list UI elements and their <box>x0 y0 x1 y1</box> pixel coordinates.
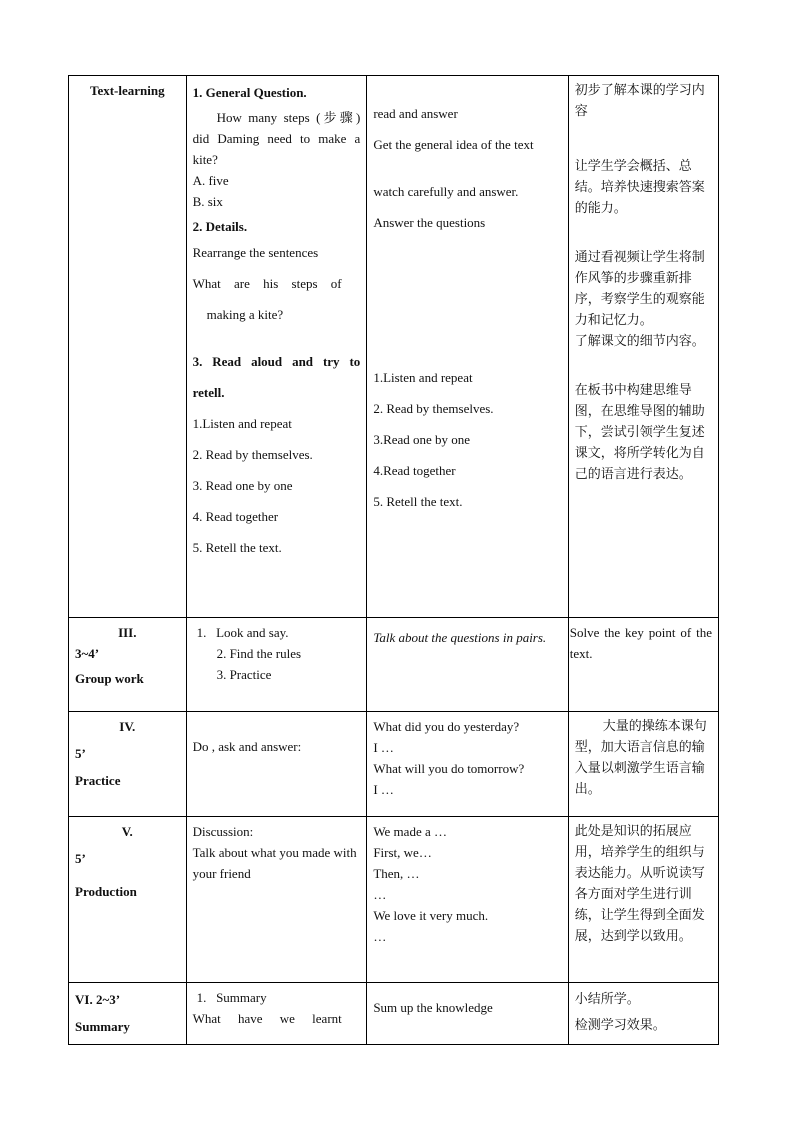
dialog-line: We made a … <box>373 824 447 839</box>
dialog-line: What will you do tomorrow? <box>373 761 525 776</box>
list-item: 4.Read together <box>373 463 456 478</box>
list-item: 5. Retell the text. <box>373 494 463 509</box>
purpose-text: 让学生学会概括、总结。培养快速搜索答案的能力。 <box>574 159 705 216</box>
content-cell <box>186 618 367 712</box>
purpose-text: 大量的操练本课句型，加大语言信息的输入量以刺激学生语言输出。 <box>574 719 707 797</box>
dialog-line: … <box>373 887 387 902</box>
watch-text: watch carefully and answer. <box>373 184 519 199</box>
purpose-cell <box>568 712 718 817</box>
dialog-line: … <box>373 929 387 944</box>
list-item: 1. Look and say. <box>196 625 289 640</box>
option-b: B. six <box>192 194 223 209</box>
purpose-text: 通过看视频让学生将制作风筝的步骤重新排序，考察学生的观察能力和记忆力。 <box>574 250 705 328</box>
stage-cell <box>69 983 187 1045</box>
student-activity-cell <box>367 618 568 712</box>
stage-number: IV. <box>119 719 136 734</box>
stage-time: 3~4’ <box>75 646 100 661</box>
content-text: Discussion: <box>192 824 254 839</box>
list-item: 1.Listen and repeat <box>192 416 292 431</box>
stage-label: Summary <box>75 1019 130 1034</box>
list-item: 5. Retell the text. <box>192 540 282 555</box>
table-row <box>69 983 719 1045</box>
purpose-text: 检测学习效果。 <box>574 1018 666 1033</box>
stage-label: Text-learning <box>89 83 165 98</box>
purpose-cell <box>568 76 718 618</box>
student-activity-cell <box>367 76 568 618</box>
list-item: 1.Listen and repeat <box>373 370 473 385</box>
stage-cell <box>69 618 187 712</box>
list-item: 2. Read by themselves. <box>192 447 313 462</box>
purpose-cell <box>568 618 718 712</box>
stage-label: Practice <box>75 773 121 788</box>
content-text: What have we learnt <box>192 1011 342 1026</box>
rearrange-text: Rearrange the sentences <box>192 245 319 260</box>
student-activity-cell <box>367 817 568 983</box>
table-row <box>69 712 719 817</box>
student-activity-cell <box>367 983 568 1045</box>
student-activity-text: Sum up the knowledge <box>373 1000 493 1015</box>
purpose-text: 此处是知识的拓展应用，培养学生的组织与表达能力。从听说读写各方面对学生进行训练，让学生得到全面发展，达到学以致用。 <box>574 824 705 944</box>
option-a: A. five <box>192 173 229 188</box>
answer-questions-text: Answer the questions <box>373 215 486 230</box>
content-text: Talk about what you made with your friend <box>192 845 360 881</box>
dialog-line: I … <box>373 782 394 797</box>
list-item: 2. Find the rules <box>216 646 302 661</box>
stage-cell <box>69 817 187 983</box>
general-idea-text: Get the general idea of the text <box>373 137 534 152</box>
dialog-line: Then, … <box>373 866 420 881</box>
list-item: 4. Read together <box>192 509 279 524</box>
stage-cell <box>69 712 187 817</box>
purpose-cell <box>568 983 718 1045</box>
stage-cell <box>69 76 187 618</box>
dialog-line: We love it very much. <box>373 908 489 923</box>
content-cell <box>186 983 367 1045</box>
question-text: How many steps (步骤) did Daming need to make a kite? <box>192 110 364 167</box>
student-activity-text: Talk about the questions in pairs. <box>373 630 547 645</box>
read-answer-text: read and answer <box>373 106 458 121</box>
purpose-text: Solve the key point of the text. <box>569 625 716 661</box>
stage-number: III. <box>118 625 137 640</box>
list-item: 3. Read one by one <box>192 478 293 493</box>
lesson-plan-table <box>68 75 719 1045</box>
dialog-line: First, we… <box>373 845 432 860</box>
content-cell <box>186 76 367 618</box>
dialog-line: I … <box>373 740 394 755</box>
list-item: 3.Read one by one <box>373 432 471 447</box>
making-kite-text: making a kite? <box>206 307 284 322</box>
stage-label: Group work <box>75 671 144 686</box>
content-text: 1. Summary <box>196 990 267 1005</box>
details-title: 2. Details. <box>192 219 248 234</box>
table-row <box>69 618 719 712</box>
stage-number: VI. 2~3’ <box>75 992 121 1007</box>
stage-number: V. <box>121 824 133 839</box>
purpose-text: 在板书中构建思维导图，在思维导图的辅助下，尝试引领学生复述课文，将所学转化为自己的语言进行表达。 <box>574 383 705 482</box>
content-cell <box>186 712 367 817</box>
stage-time: 5’ <box>75 851 86 866</box>
read-aloud-title: 3. Read aloud and try to retell. <box>192 354 364 400</box>
purpose-cell <box>568 817 718 983</box>
list-item: 2. Read by themselves. <box>373 401 494 416</box>
list-item: 3. Practice <box>216 667 272 682</box>
content-text: Do , ask and answer: <box>192 739 302 754</box>
stage-label: Production <box>75 884 137 899</box>
general-question-title: 1. General Question. <box>192 85 307 100</box>
purpose-text: 小结所学。 <box>574 992 640 1007</box>
purpose-text: 初步了解本课的学习内容 <box>574 83 705 119</box>
steps-text: What are his steps of <box>192 276 342 291</box>
table-row <box>69 76 719 618</box>
dialog-line: What did you do yesterday? <box>373 719 520 734</box>
stage-time: 5’ <box>75 746 86 761</box>
purpose-text: 了解课文的细节内容。 <box>574 334 705 349</box>
content-cell <box>186 817 367 983</box>
student-activity-cell <box>367 712 568 817</box>
table-row <box>69 817 719 983</box>
